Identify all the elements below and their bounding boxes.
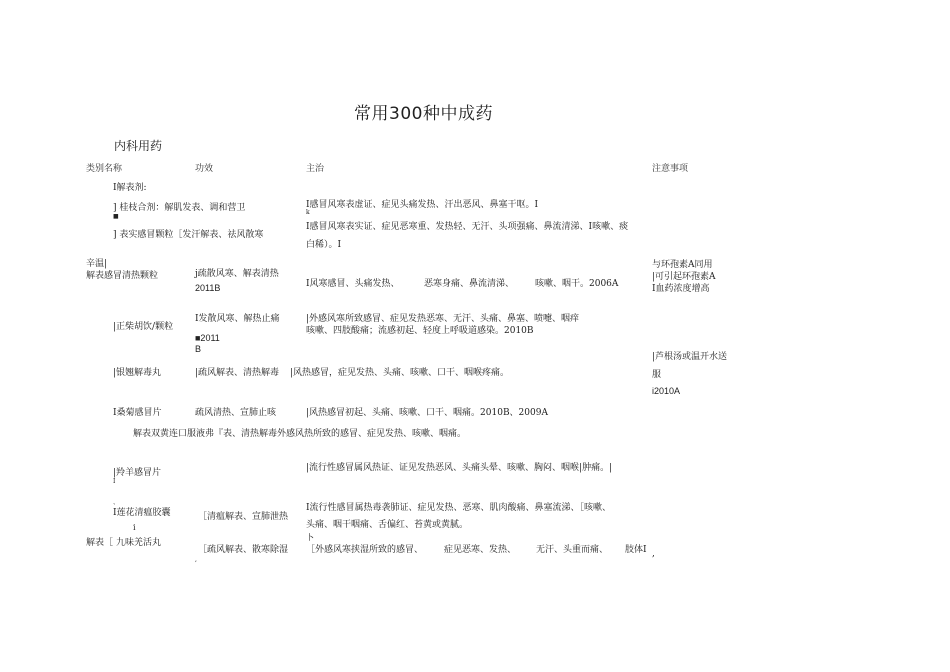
row-jiuwei-efficacy: ［疏风解表、散寒除湿: [198, 545, 289, 555]
row-zhengchai-efficacy: I发散风寒、解热止痛: [195, 314, 280, 324]
row-jiuwei-tail: ,: [652, 549, 655, 559]
row-lingyang-indication: |流行性感冒属风热证、证见发热恶风、头痛头晕、咳嗽、胸闷、咽喉|肿痛。|: [306, 463, 613, 473]
row-ganmao-qingre-indication-b: 恶寒身痛、鼻流清涕、: [424, 279, 515, 289]
header-efficacy: 功效: [195, 164, 214, 174]
row-guizhi-mark: ■: [113, 213, 119, 220]
row-yinqiao-efficacy: |疏风解表、清热解毒: [195, 368, 280, 378]
row-lianhua-indication-mark: 卜: [306, 533, 314, 542]
row-sangju-indication: |风热感冒初起、头痛、咳嗽、口干、咽痛。2010B、2009A: [306, 408, 548, 418]
row-sangju-name: I桑菊感冒片: [113, 408, 162, 418]
row-biaoshi-indication-line2: 白稀）。I: [306, 240, 342, 250]
row-lingyang-tick: I: [113, 478, 116, 485]
row-jiuwei-low-tick: ,: [195, 556, 197, 563]
row-jiuwei-indication-c: 无汗、头重而痛、: [536, 545, 609, 555]
row-zhengchai-year: ■2011: [195, 333, 220, 343]
row-yinqiao-note-line1: |芦根汤或温开水送: [652, 352, 728, 362]
group-label-jiebiao: I解表剂:: [113, 183, 147, 193]
row-ganmao-qingre-name: 解表感冒清热颗粒: [86, 271, 159, 281]
header-notes: 注意事项: [652, 164, 689, 174]
row-zhengchai-indication-line2: 咳嗽、四肢酸痛；流感初起、轻度上呼吸道感染。2010B: [306, 326, 534, 336]
row-zhengchai-level: B: [195, 344, 202, 354]
row-shuanghuanglian-text: 解表双黄连口服液弗『表、清热解毒外感风热所致的感冒、症见发热、咳嗽、咽痛。: [133, 429, 467, 439]
row-lianhua-efficacy: ［清瘟解表、宣肺泄热: [198, 512, 289, 522]
row-ganmao-qingre-efficacy: j疏散风寒、解表清热: [195, 269, 279, 279]
header-category-name: 类别名称: [86, 164, 123, 174]
row-guizhi-indication: I感冒风寒表虚证、症见头痛发热、汗出恶风、鼻塞干呕。I: [306, 200, 539, 210]
row-ganmao-qingre-year: 2011B: [195, 283, 221, 293]
row-biaoshi-indication-line1: I感冒风寒表实证、症见恶寒重、发热轻、无汗、头项强痛、鼻流清涕、I咳嗽、痰: [306, 222, 629, 232]
row-lingyang-name: 羚羊感冒片: [116, 468, 162, 478]
row-lianhua-indication-line2: 头痛、咽干咽痛、舌偏红、苔黄或黄腻。: [306, 520, 469, 530]
page-title: 常用300种中成药: [354, 104, 493, 124]
row-jiuwei-category: 解表［: [86, 538, 114, 548]
row-lianhua-mark: 、: [113, 499, 120, 506]
row-lianhua-name: I莲花清瘟胶囊: [113, 508, 171, 518]
header-indication: 主治: [306, 164, 325, 174]
section-heading: 内科用药: [114, 139, 163, 153]
row-zhengchai-name: |正柴胡饮/颗粒: [113, 322, 174, 332]
row-lianhua-indication-line1: I流行性感冒属热毒袭肺证、症见发热、恶寒、肌肉酸痛、鼻塞流涕、［咳嗽、: [306, 503, 612, 513]
row-ganmao-qingre-indication-c: 咳嗽、咽干。2006A: [535, 279, 619, 289]
row-yinqiao-name: |银翘解毒丸: [113, 368, 162, 378]
row-guizhi-name-efficacy: ] 桂枝合剂：解肌发表、调和营卫: [113, 203, 246, 213]
row-yinqiao-note-line2: 服: [652, 370, 662, 380]
row-yinqiao-note-line3: i2010A: [652, 386, 681, 396]
row-jiuwei-indication-a: ［外感风寒挟湿所致的感冒、: [306, 545, 424, 555]
row-yinqiao-indication: |风热感冒，症见发热、头痛、咳嗽、口干、咽喉疼痛。: [290, 368, 510, 378]
category-xinwen: 辛温|: [86, 259, 108, 269]
row-biaoshi-name-efficacy: ] 表实感冒颗粒［发汗解表、祛风散寒: [113, 230, 264, 240]
row-jiuwei-name: 九味羌活丸: [116, 538, 162, 548]
row-ganmao-qingre-note-line2: |可引起环孢素A: [652, 272, 716, 282]
row-jiuwei-indication-d: 肢体I: [625, 545, 647, 555]
row-ganmao-qingre-indication-a: I风寒感冒、头痛发热、: [306, 279, 400, 289]
row-lianhua-sub: i: [133, 523, 136, 532]
row-ganmao-qingre-note-line1: 与环孢素A同用: [652, 260, 713, 270]
row-sangju-efficacy: 疏风清热、宣肺止咳: [195, 408, 277, 418]
row-jiuwei-indication-b: 症见恶寒、发热、: [444, 545, 517, 555]
row-ganmao-qingre-note-line3: I血药浓度增高: [652, 284, 710, 294]
row-lingyang-bar: |: [113, 468, 117, 478]
row-zhengchai-indication-line1: |外感风寒所致感冒、症见发热恶寒、无汗、头痛、鼻塞、喷嚏、咽痒: [306, 314, 580, 324]
row-guizhi-indication-mark: k: [306, 209, 310, 216]
